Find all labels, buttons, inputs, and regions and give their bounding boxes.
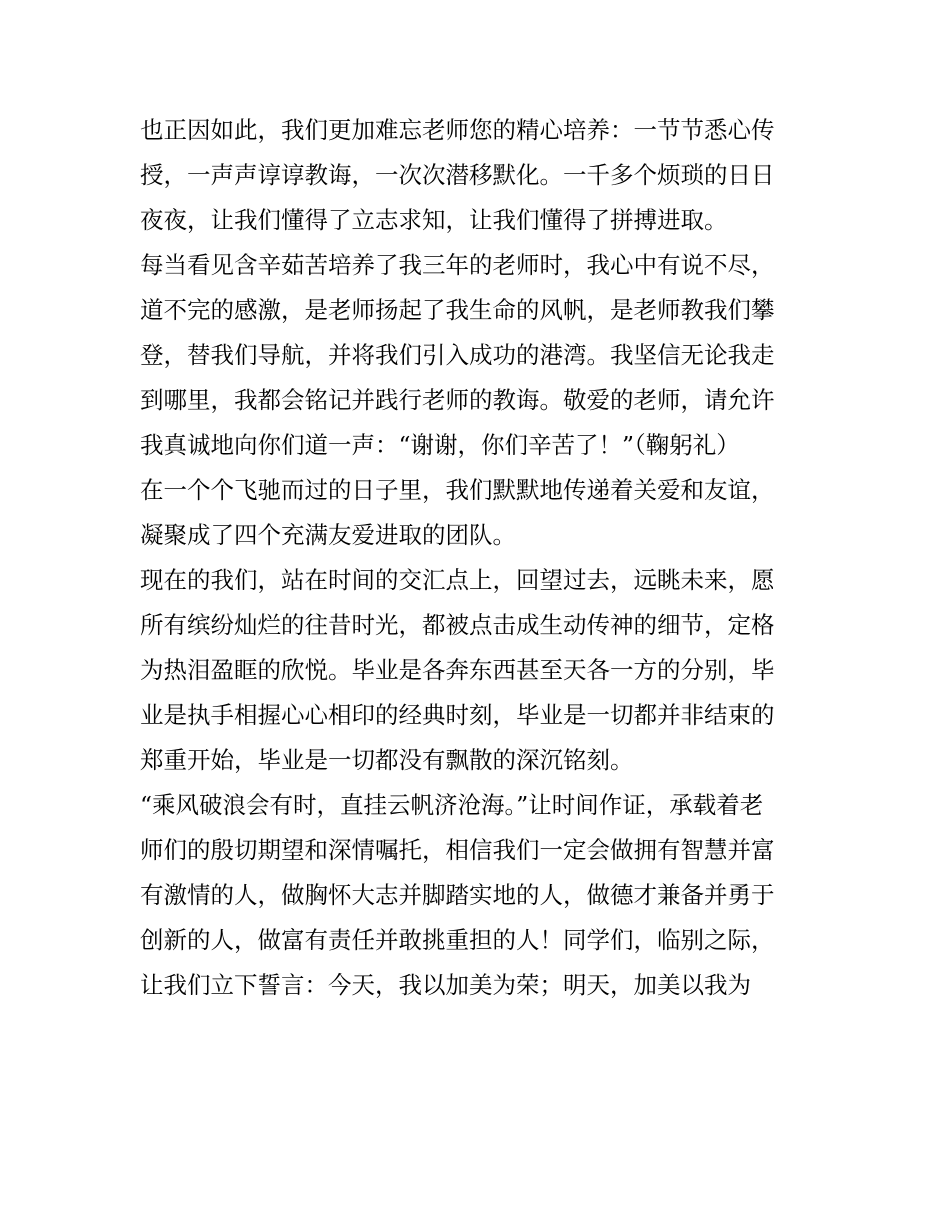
- text-line: 我真诚地向你们道一声：“谢谢，你们辛苦了！”（鞠躬礼）: [140, 431, 740, 459]
- text-line: 师们的殷切期望和深情嘱托，相信我们一定会做拥有智慧并富: [140, 836, 775, 864]
- text-line: 所有缤纷灿烂的往昔时光，都被点击成生动传神的细节，定格: [140, 611, 775, 639]
- text-line: 授，一声声谆谆教诲，一次次潜移默化。一千多个烦琐的日日: [140, 161, 775, 189]
- text-line: 道不完的感激，是老师扬起了我生命的风帆，是老师教我们攀: [140, 296, 775, 324]
- text-line: 让我们立下誓言：今天，我以加美为荣；明天，加美以我为: [140, 971, 751, 999]
- text-line: 登，替我们导航，并将我们引入成功的港湾。我坚信无论我走: [140, 341, 775, 369]
- text-line: 到哪里，我都会铭记并践行老师的教诲。敬爱的老师，请允许: [140, 386, 775, 414]
- text-line: 也正因如此，我们更加难忘老师您的精心培养：一节节悉心传: [140, 116, 775, 144]
- text-line: 业是执手相握心心相印的经典时刻，毕业是一切都并非结束的: [140, 701, 775, 729]
- text-line: 现在的我们，站在时间的交汇点上，回望过去，远眺未来，愿: [140, 566, 775, 594]
- text-line: 在一个个飞驰而过的日子里，我们默默地传递着关爱和友谊，: [140, 476, 775, 504]
- text-line: 创新的人，做富有责任并敢挑重担的人！同学们，临别之际，: [140, 926, 775, 954]
- text-line: 为热泪盈眶的欣悦。毕业是各奔东西甚至天各一方的分别，毕: [140, 656, 775, 684]
- text-line: “乘风破浪会有时，直挂云帆济沧海。”让时间作证，承载着老: [140, 791, 764, 819]
- text-line: 郑重开始，毕业是一切都没有飘散的深沉铭刻。: [140, 746, 634, 774]
- text-line: 有激情的人，做胸怀大志并脚踏实地的人，做德才兼备并勇于: [140, 881, 775, 909]
- text-line: 凝聚成了四个充满友爱进取的团队。: [140, 521, 516, 549]
- document-body: [140, 108, 820, 1008]
- text-line: 夜夜，让我们懂得了立志求知，让我们懂得了拼搏进取。: [140, 206, 728, 234]
- text-line: 每当看见含辛茹苦培养了我三年的老师时，我心中有说不尽，: [140, 251, 775, 279]
